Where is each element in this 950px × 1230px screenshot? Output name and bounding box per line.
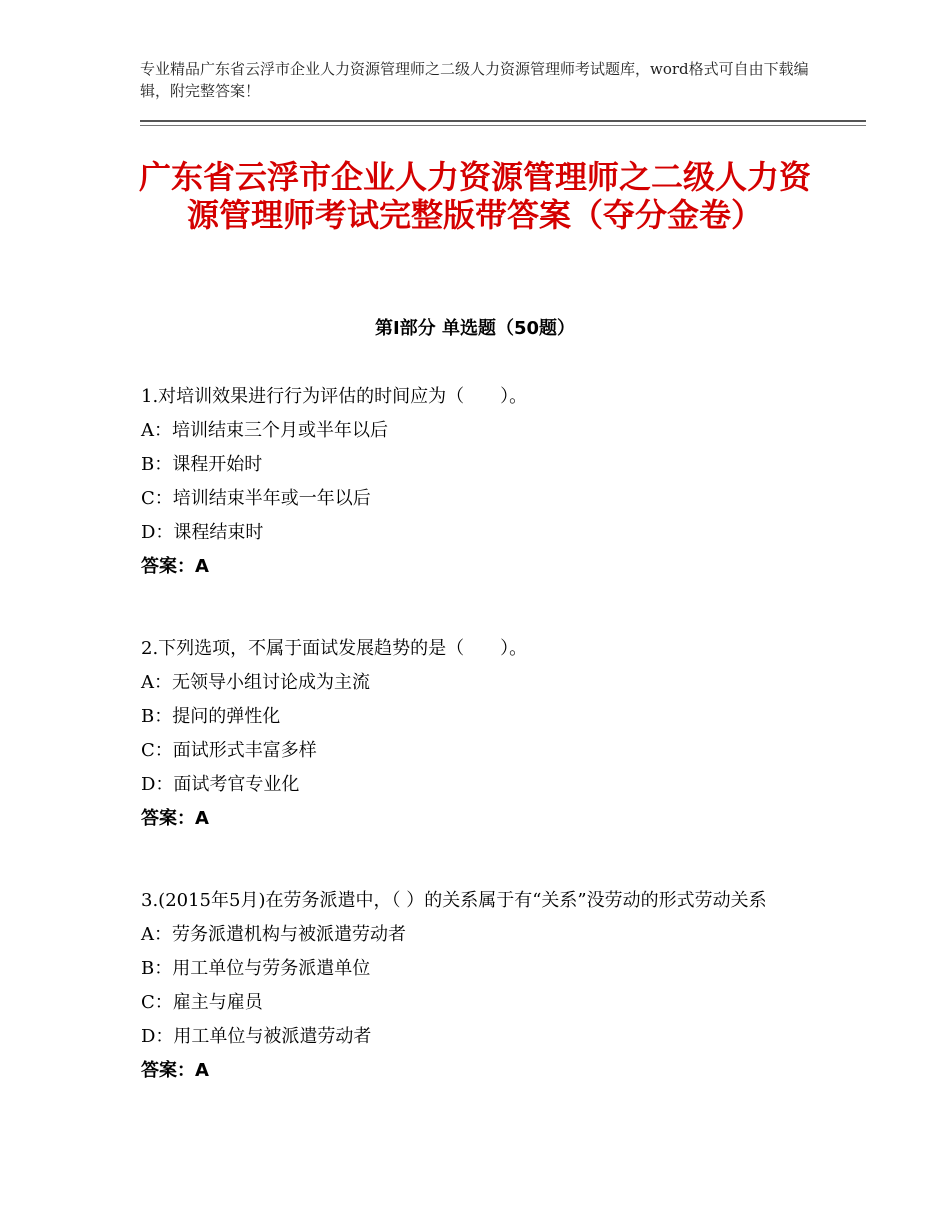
question-3 xyxy=(141,884,821,1088)
question-stem: 2.下列选项，不属于面试发展趋势的是（ ）。 xyxy=(141,638,528,659)
section-heading: 第Ⅰ部分 单选题（50题） xyxy=(374,318,575,339)
option-a: A：劳务派遣机构与被派遣劳动者 xyxy=(141,924,406,945)
question-stem: 1.对培训效果进行行为评估的时间应为（ ）。 xyxy=(141,386,528,407)
option-b: B：课程开始时 xyxy=(141,454,263,475)
question-list xyxy=(141,380,821,1136)
option-d: D：面试考官专业化 xyxy=(141,774,300,795)
header-note: 专业精品广东省云浮市企业人力资源管理师之二级人力资源管理师考试题库，word格式可自由下载编辑，附完整答案！ xyxy=(140,60,809,100)
question-2 xyxy=(141,632,821,836)
option-c: C：培训结束半年或一年以后 xyxy=(141,488,371,509)
option-d: D：用工单位与被派遣劳动者 xyxy=(141,1026,372,1047)
option-c: C：面试形式丰富多样 xyxy=(141,740,317,761)
question-1 xyxy=(141,380,821,584)
option-b: B：提问的弹性化 xyxy=(141,706,281,727)
question-stem: 3.(2015年5月)在劳务派遣中，（ ）的关系属于有“关系”没劳动的形式劳动关系 xyxy=(141,890,767,911)
answer: 答案：A xyxy=(141,1060,209,1081)
option-a: A：无领导小组讨论成为主流 xyxy=(141,672,370,693)
option-b: B：用工单位与劳务派遣单位 xyxy=(141,958,371,979)
header-rule-thick xyxy=(140,120,866,122)
document-title: 广东省云浮市企业人力资源管理师之二级人力资源管理师考试完整版带答案（夺分金卷） xyxy=(138,158,811,234)
answer: 答案：A xyxy=(141,808,209,829)
answer: 答案：A xyxy=(141,556,209,577)
option-d: D：课程结束时 xyxy=(141,522,264,543)
header-rule-thin xyxy=(140,125,866,126)
option-a: A：培训结束三个月或半年以后 xyxy=(141,420,388,441)
option-c: C：雇主与雇员 xyxy=(141,992,263,1013)
